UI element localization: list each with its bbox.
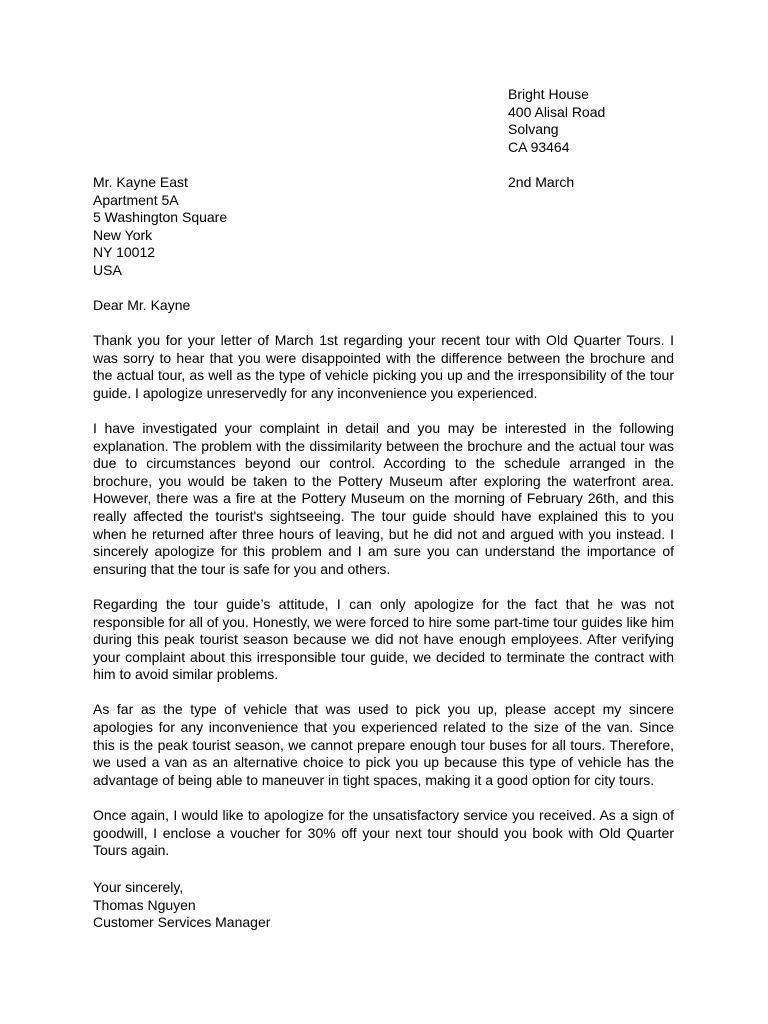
body-paragraph: Regarding the tour guide’s attitude, I can only apologize for the fact that he was not responsible for all of you. Honestly, we were forced to hire some part-time tour guides like him during this peak tourist season because we did not have enough employees. After verifying your complaint about this irresponsible tour guide, we decided to terminate the contract with him to avoid similar problems.: [93, 595, 674, 683]
salutation: Dear Mr. Kayne: [93, 297, 191, 313]
recipient-address-line: NY 10012: [93, 244, 156, 261]
body-paragraph: Once again, I would like to apologize for the unsatisfactory service you received. As a sign of goodwill, I enclose a voucher for 30% off your next tour should you book with Old Quarter Tours again.: [93, 807, 674, 859]
body-paragraph: Thank you for your letter of March 1st regarding your recent tour with Old Quarter Tours. I was sorry to hear that you were disappointed with the difference between the brochure and the actual tour, as well as the type of vehicle picking you up and the irresponsibility of the tour guide. I apologize unreservedly for any inconvenience you experienced.: [93, 332, 674, 401]
sender-address-line: Solvang: [508, 121, 559, 138]
recipient-address-line: 5 Washington Square: [93, 209, 228, 226]
signatory-name: Thomas Nguyen: [93, 896, 196, 913]
sender-address: [508, 86, 708, 156]
letter-date: 2nd March: [508, 174, 575, 190]
recipient-address-line: Apartment 5A: [93, 191, 179, 208]
valediction: Your sincerely,: [93, 879, 184, 895]
recipient-address-line: New York: [93, 226, 153, 243]
body-paragraph: I have investigated your complaint in detail and you may be interested in the following explanation. The problem with the dissimilarity between the brochure and the actual tour was due to circumstances beyond our control. According to the schedule arranged in the brochure, you would be taken to the Pottery Museum after exploring the waterfront area. However, there was a fire at the Pottery Museum on the morning of February 26th, and this really affected the tourist's sightseeing. The tour guide should have explained this to you when he returned after three hours of leaving, but he did not and argued with you instead. I sincerely apologize for this problem and I am sure you can understand the importance of ensuring that the tour is safe for you and others.: [93, 419, 674, 577]
sender-address-line: Bright House: [508, 86, 589, 102]
letter-body: [93, 332, 674, 877]
recipient-address-line: USA: [93, 261, 122, 278]
recipient-address: [93, 174, 393, 280]
recipient-address-line: Mr. Kayne East: [93, 174, 188, 190]
sender-address-line: 400 Alisal Road: [508, 103, 606, 120]
closing-block: [93, 879, 270, 932]
sender-address-line: CA 93464: [508, 138, 570, 155]
signatory-title: Customer Services Manager: [93, 914, 271, 931]
body-paragraph: As far as the type of vehicle that was used to pick you up, please accept my sincere apologies for any inconvenience that you experienced related to the size of the van. Since this is the peak tourist season, we cannot prepare enough tour buses for all tours. Therefore, we used a van as an alternative choice to pick you up because this type of vehicle has the advantage of being able to maneuver in tight spaces, making it a good option for city tours.: [93, 701, 674, 788]
